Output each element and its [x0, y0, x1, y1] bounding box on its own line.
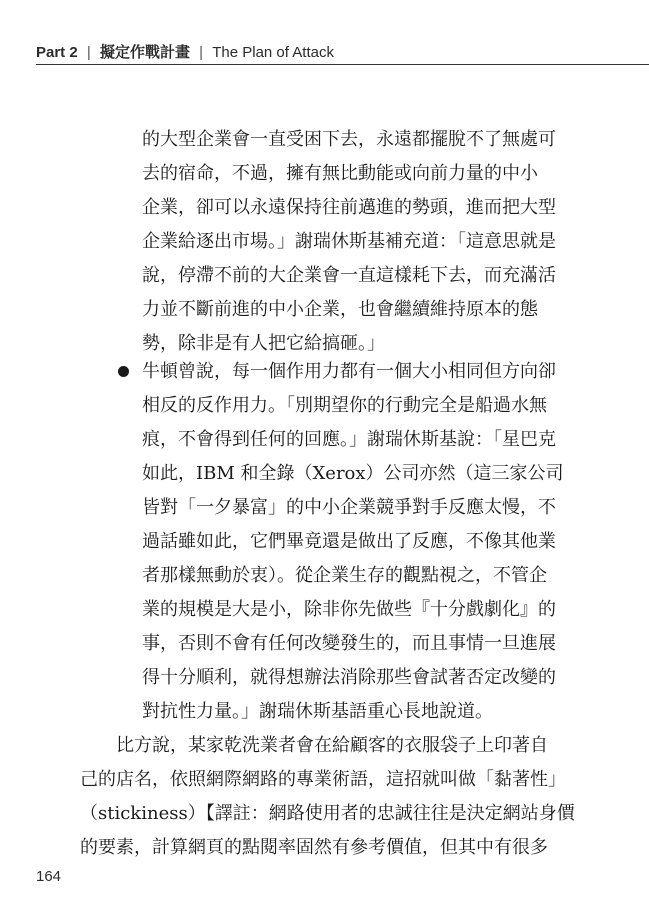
- page-number: 164: [36, 868, 62, 885]
- text-line: 業的規模是大是小，除非你先做些『十分戲劇化』的: [142, 599, 556, 620]
- header-separator: |: [86, 44, 91, 61]
- text-line: 過話雖如此，它們畢竟還是做出了反應，不像其他業: [142, 531, 556, 552]
- chapter-title-en: The Plan of Attack: [212, 44, 334, 61]
- text-line: 企業給逐出市場。」謝瑞休斯基補充道：「這意思就是: [142, 231, 556, 252]
- text-line: （stickiness）【譯註：網路使用者的忠誠往往是決定網站身價: [80, 803, 575, 824]
- text-line: 己的店名，依照網際網路的專業術語，這招就叫做「黏著性」: [80, 769, 566, 790]
- text-line: 力並不斷前進的中小企業，也會繼續維持原本的態: [142, 299, 538, 320]
- header-separator: |: [199, 44, 204, 61]
- text-line: 的要素，計算網頁的點閱率固然有參考價值，但其中有很多: [80, 837, 548, 858]
- text-line: 如此，IBM 和全錄（Xerox）公司亦然（這三家公司: [142, 463, 564, 484]
- text-line: 者那樣無動於衷）。從企業生存的觀點視之，不管企: [142, 565, 547, 586]
- text-line: 痕，不會得到任何的回應。」謝瑞休斯基說：「星巴克: [142, 429, 556, 450]
- text-line: 去的宿命，不過，擁有無比動能或向前力量的中小: [142, 163, 538, 184]
- running-header: [36, 44, 334, 62]
- part-label: Part 2: [36, 44, 78, 61]
- text-line: 企業，卻可以永遠保持往前邁進的勢頭，進而把大型: [142, 197, 556, 218]
- bullet-icon: [118, 366, 129, 377]
- text-line: 說，停滯不前的大企業會一直這樣耗下去，而充滿活: [142, 265, 556, 286]
- text-line: 勢，除非是有人把它給搞砸。」: [142, 333, 385, 354]
- text-line: 的大型企業會一直受困下去，永遠都擺脫不了無處可: [142, 129, 556, 150]
- chapter-title-zh: 擬定作戰計畫: [99, 44, 190, 61]
- text-line: 得十分順利，就得想辦法消除那些會試著否定改變的: [142, 667, 556, 688]
- text-line: 事，否則不會有任何改變發生的，而且事情一旦進展: [142, 633, 556, 654]
- text-line: 皆對「一夕暴富」的中小企業競爭對手反應太慢，不: [142, 497, 556, 518]
- text-line: 相反的反作用力。「別期望你的行動完全是船過水無: [142, 395, 547, 416]
- text-line: 對抗性力量。」謝瑞休斯基語重心長地說道。: [142, 701, 493, 722]
- text-line: 牛頓曾說，每一個作用力都有一個大小相同但方向卻: [142, 361, 556, 382]
- text-line: 比方說，某家乾洗業者會在給顧客的衣服袋子上印著自: [116, 735, 548, 756]
- header-rule: [36, 64, 649, 65]
